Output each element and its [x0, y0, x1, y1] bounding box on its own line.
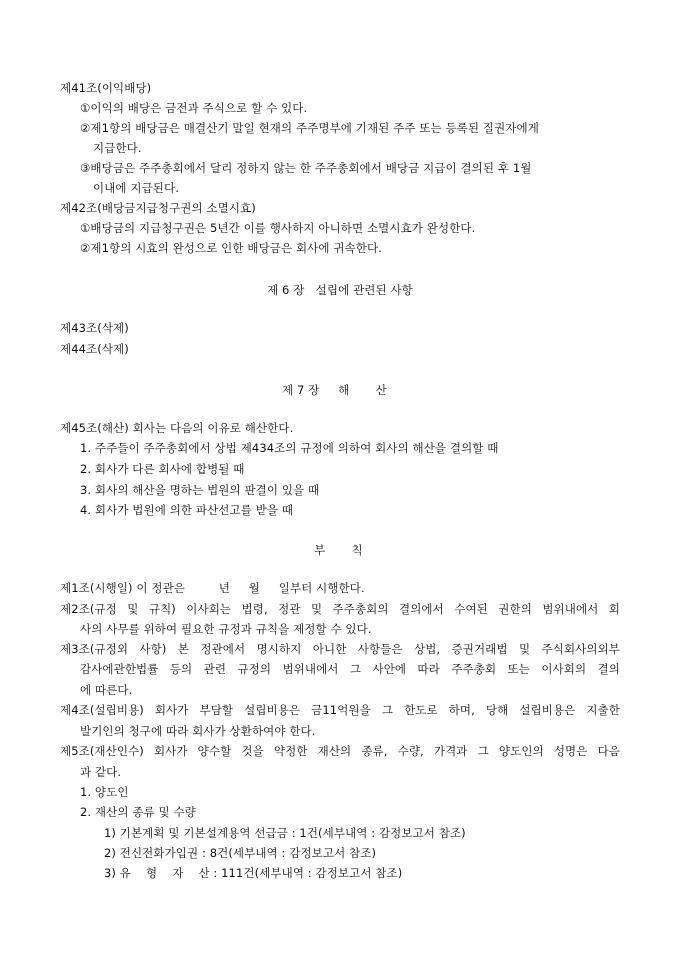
supp-article-3: 제3조(규정외 사항) 본 정관에서 명시하지 아니한 사항들은 상법, 증권거래법 및 주식회사의외부 [60, 642, 620, 656]
supp-article-5-subitem-2: 2) 전신전화가입권 : 8건(세부내역 : 감정보고서 참조) [104, 846, 377, 860]
article-45-item-4: 4. 회사가 법원에 의한 파산선고를 받을 때 [80, 503, 294, 517]
supp-article-1: 제1조(시행일) 이 정관은 년 월 일부터 시행한다. [60, 581, 365, 595]
chapter-6-heading: 제 6 장 설립에 관련된 사항 [267, 283, 413, 297]
article-42-title: 제42조(배당금지급청구권의 소멸시효) [60, 201, 256, 215]
supp-article-5-item-1: 1. 양도인 [80, 785, 129, 799]
supp-article-2-cont: 사의 사무를 위하여 필요한 규정과 규칙을 제정할 수 있다. [80, 622, 372, 636]
article-45-item-2: 2. 회사가 다른 회사에 합병될 때 [80, 462, 245, 476]
article-45-item-1: 1. 주주들이 주주총회에서 상법 제434조의 규정에 의하여 회사의 해산을 결의할 때 [80, 441, 499, 455]
article-45-title: 제45조(해산) 회사는 다음의 이유로 해산한다. [60, 421, 294, 435]
supplementary-heading: 부 칙 [314, 543, 363, 557]
supp-article-4: 제4조(설립비용) 회사가 부담할 설립비용은 금11억원을 그 한도로 하며, 당해 설립비용은 지출한 [60, 703, 620, 717]
supp-article-5: 제5조(재산인수) 회사가 양수할 것을 약정한 재산의 종류, 수량, 가격과 그 양도인의 성명은 다음 [60, 744, 620, 758]
article-42-para-1: ①배당금의 지급청구권은 5년간 이를 행사하지 아니하면 소멸시효가 완성한다. [80, 221, 476, 235]
supp-article-5-subitem-1: 1) 기본계획 및 기본설계용역 선급금 : 1건(세부내역 : 감정보고서 참조) [104, 826, 466, 840]
article-41-para-3: ③배당금은 주주총회에서 달리 정하지 않는 한 주주총회에서 배당금 지급이 결의된 후 1월 [80, 161, 532, 175]
article-44: 제44조(삭제) [60, 342, 129, 356]
article-42-para-2: ②제1항의 시효의 완성으로 인한 배당금은 회사에 귀속한다. [80, 241, 382, 255]
supp-article-3-cont-2: 에 따른다. [80, 683, 133, 697]
article-45-item-3: 3. 회사의 해산을 명하는 법원의 판결이 있을 때 [80, 483, 320, 497]
supp-article-4-cont: 발기인의 청구에 따라 회사가 상환하여야 한다. [80, 724, 316, 738]
article-43: 제43조(삭제) [60, 321, 129, 335]
supp-article-2: 제2조(규정 및 규칙) 이사회는 법령, 정관 및 주주총회의 결의에서 수여된 권한의 범위내에서 회 [60, 602, 620, 616]
supp-article-5-cont: 과 같다. [80, 765, 122, 779]
supp-article-3-cont-1: 감사에관한법률 등의 관련 규정의 범위내에서 그 사안에 따라 주주총회 또는 이사회의 결의 [80, 662, 620, 676]
supp-article-5-subitem-3: 3) 유 형 자 산 : 111건(세부내역 : 감정보고서 참조) [104, 866, 403, 880]
article-41-para-2: ②제1항의 배당금은 매결산기 말일 현재의 주주명부에 기재된 주주 또는 등록된 질권자에게 [80, 121, 539, 135]
article-41-para-3-cont: 이내에 지급된다. [93, 181, 179, 195]
chapter-7-heading: 제 7 장 해 산 [282, 383, 387, 397]
supp-article-5-item-2: 2. 재산의 종류 및 수량 [80, 805, 196, 819]
article-41-para-2-cont: 지급한다. [93, 141, 142, 155]
article-41-para-1: ①이익의 배당은 금전과 주식으로 할 수 있다. [80, 101, 308, 115]
article-41-title: 제41조(이익배당) [60, 81, 152, 95]
